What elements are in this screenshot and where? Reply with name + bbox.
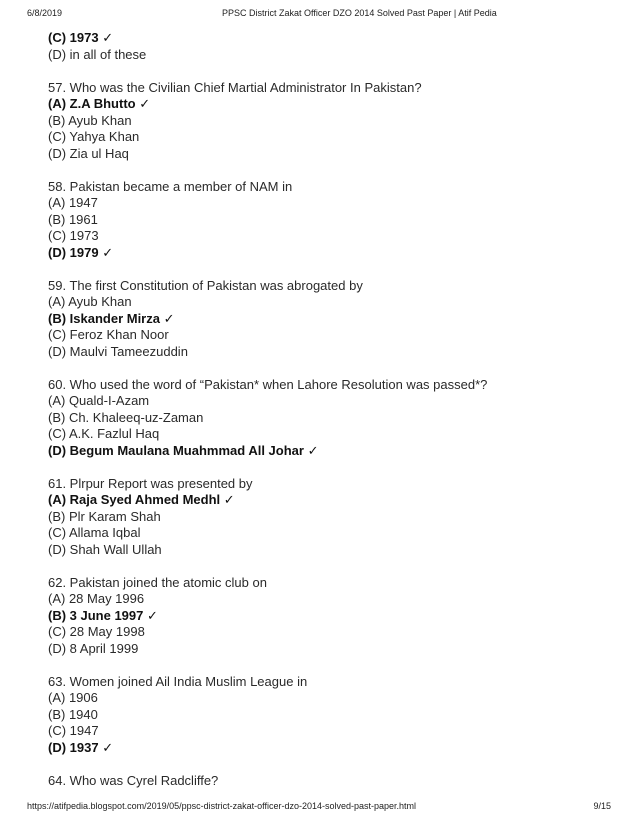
page-number: 9/15 (593, 801, 611, 811)
check-mark-icon: ✓ (102, 244, 114, 260)
correct-answer-option (48, 740, 608, 757)
option-text: (A) Ayub Khan (48, 294, 132, 309)
answer-option (48, 294, 608, 311)
correct-answer-option (48, 30, 608, 47)
option-text: (C) A.K. Fazlul Haq (48, 426, 160, 441)
check-mark-icon: ✓ (147, 607, 158, 623)
correct-answer-option (48, 245, 608, 262)
answer-option (48, 641, 608, 658)
question-text: 57. Who was the Civilian Chief Martial Administrator In Pakistan? (48, 79, 422, 95)
option-text: (B) 1940 (48, 706, 98, 722)
answer-option (48, 624, 608, 641)
option-text: (D) 8 April 1999 (48, 640, 139, 656)
question-text: 64. Who was Cyrel Radcliffe? (48, 772, 219, 788)
quiz-content (48, 30, 608, 789)
source-url[interactable]: https://atifpedia.blogspot.com/2019/05/ppsc-district-zakat-officer-dzo-2014-solved-past-paper.html (27, 801, 417, 811)
answer-option (48, 344, 608, 361)
option-text: (C) Allama Iqbal (48, 525, 141, 540)
check-mark-icon: ✓ (139, 96, 151, 111)
question-text: 61. Plrpur Report was presented by (48, 475, 253, 491)
option-text: (D) in all of these (48, 46, 147, 62)
correct-answer-option (48, 492, 608, 509)
answer-option (48, 327, 608, 344)
answer-option (48, 707, 608, 724)
check-mark-icon: ✓ (223, 492, 235, 507)
page-header (27, 8, 611, 22)
check-mark-icon: ✓ (102, 30, 114, 45)
question-text: 60. Who used the word of “Pakistan* when Lahore Resolution was passed*? (48, 376, 488, 392)
question-text: 62. Pakistan joined the atomic club on (48, 574, 267, 590)
answer-option (48, 525, 608, 542)
option-text: (C) Yahya Khan (48, 129, 140, 144)
question-text: 59. The first Constitution of Pakistan was abrogated by (48, 277, 363, 293)
check-mark-icon: ✓ (163, 310, 175, 326)
option-text: (A) Raja Syed Ahmed Medhl (48, 492, 221, 507)
answer-option (48, 426, 608, 443)
answer-option (48, 393, 608, 410)
answer-option (48, 195, 608, 212)
correct-answer-option (48, 311, 608, 328)
option-text: (B) Plr Karam Shah (48, 508, 161, 524)
option-text: (A) Quald-I-Azam (48, 393, 150, 408)
answer-option (48, 129, 608, 146)
option-text: (D) 1937 (48, 739, 99, 755)
correct-answer-option (48, 608, 608, 625)
answer-option (48, 509, 608, 526)
option-text: (B) Iskander Mirza (48, 310, 160, 326)
option-text: (C) 28 May 1998 (48, 624, 145, 639)
option-text: (D) 1979 (48, 244, 99, 260)
correct-answer-option (48, 96, 608, 113)
option-text: (D) Shah Wall Ullah (48, 541, 162, 557)
page-title: PPSC District Zakat Officer DZO 2014 Solved Past Paper | Atif Pedia (222, 8, 497, 18)
check-mark-icon: ✓ (102, 739, 114, 755)
option-text: (B) Ch. Khaleeq-uz-Zaman (48, 409, 204, 425)
correct-answer-option (48, 443, 608, 460)
answer-option (48, 542, 608, 559)
option-text: (D) Begum Maulana Muahmmad All Johar (48, 442, 304, 458)
option-text: (C) 1973 (48, 30, 99, 45)
option-text: (A) 1947 (48, 195, 98, 210)
page-footer (27, 801, 611, 815)
answer-option (48, 723, 608, 740)
option-text: (D) Zia ul Haq (48, 145, 129, 161)
answer-option (48, 212, 608, 229)
answer-option (48, 410, 608, 427)
print-date: 6/8/2019 (27, 8, 63, 18)
answer-option (48, 690, 608, 707)
check-mark-icon: ✓ (307, 442, 319, 458)
option-text: (B) 1961 (48, 211, 98, 227)
question-text: 58. Pakistan became a member of NAM in (48, 178, 293, 194)
option-text: (A) 1906 (48, 690, 98, 705)
option-text: (C) Feroz Khan Noor (48, 327, 169, 342)
option-text: (A) Z.A Bhutto (48, 96, 136, 111)
answer-option (48, 113, 608, 130)
option-text: (A) 28 May 1996 (48, 591, 145, 606)
answer-option (48, 146, 608, 163)
answer-option (48, 591, 608, 608)
option-text: (C) 1947 (48, 723, 99, 738)
option-text: (B) 3 June 1997 (48, 607, 144, 623)
answer-option (48, 47, 608, 64)
option-text: (B) Ayub Khan (48, 112, 132, 128)
question-text: 63. Women joined Ail India Muslim League in (48, 673, 308, 689)
option-text: (D) Maulvi Tameezuddin (48, 343, 188, 359)
option-text: (C) 1973 (48, 228, 99, 243)
answer-option (48, 228, 608, 245)
